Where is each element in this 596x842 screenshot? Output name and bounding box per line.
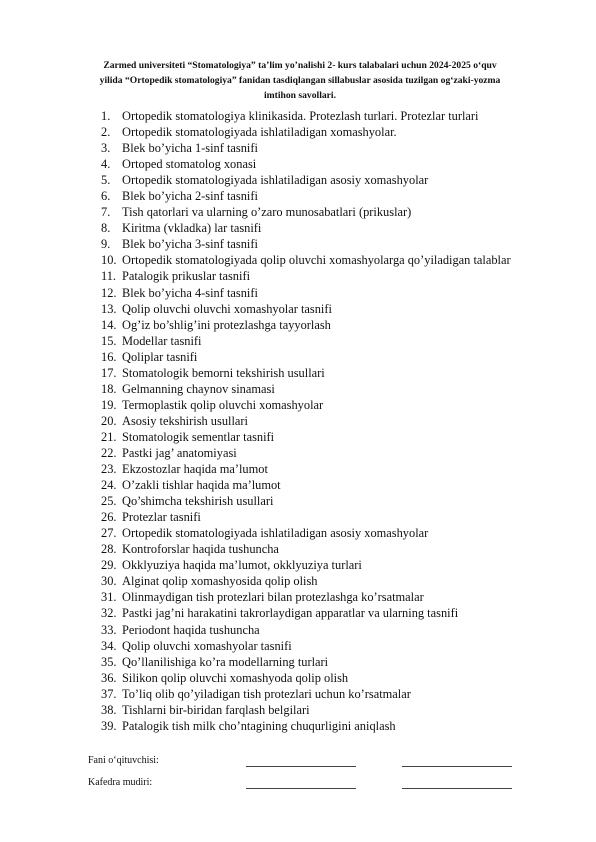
question-number: 22.: [101, 445, 117, 460]
question-item: [101, 686, 541, 702]
question-item: [101, 477, 541, 493]
question-item: [101, 156, 541, 172]
question-text: Pastki jag’ni harakatini takrorlaydigan apparatlar va ularning tasnifi: [122, 606, 459, 621]
question-number: 29.: [101, 558, 117, 573]
question-text: Silikon qolip oluvchi xomashyoda qolip olish: [122, 670, 349, 685]
question-number: 16.: [101, 349, 117, 364]
question-text: Qolip oluvchi xomashyolar tasnifi: [122, 638, 292, 653]
question-item: [101, 557, 541, 573]
question-text: Stomatologik bemorni tekshirish usullari: [122, 365, 325, 380]
head-signature-row: [88, 777, 528, 793]
question-item: [101, 718, 541, 734]
question-text: Blek bo’yicha 1-sinf tasnifi: [122, 141, 258, 156]
question-item: [101, 108, 541, 124]
head-name-line: [402, 777, 512, 789]
teacher-label: Fani o‘qituvchisi:: [88, 755, 159, 766]
question-number: 28.: [101, 542, 117, 557]
question-item: [101, 429, 541, 445]
question-number: 17.: [101, 365, 117, 380]
question-text: Og’iz bo’shlig’ini protezlashga tayyorlash: [122, 317, 331, 332]
question-number: 26.: [101, 510, 117, 525]
question-number: 36.: [101, 670, 117, 685]
teacher-signature-line: [246, 755, 356, 767]
question-item: [101, 236, 541, 252]
question-item: [101, 140, 541, 156]
question-item: [101, 188, 541, 204]
question-item: [101, 285, 541, 301]
question-text: Blek bo’yicha 4-sinf tasnifi: [122, 285, 258, 300]
question-item: [101, 541, 541, 557]
question-item: [101, 493, 541, 509]
question-item: [101, 381, 541, 397]
question-text: Ortoped stomatolog xonasi: [122, 157, 257, 172]
question-number: 3.: [101, 141, 111, 156]
question-item: [101, 365, 541, 381]
question-number: 1.: [101, 109, 111, 123]
question-text: Qo’llanilishiga ko’ra modellarning turlari: [122, 654, 329, 669]
question-number: 21.: [101, 429, 117, 444]
question-number: 32.: [101, 606, 117, 621]
question-number: 15.: [101, 333, 117, 348]
question-item: [101, 573, 541, 589]
question-text: Ortopedik stomatologiyada ishlatiladigan xomashyolar.: [122, 125, 397, 140]
question-text: Termoplastik qolip oluvchi xomashyolar: [122, 397, 324, 412]
question-text: Pastki jag’ anatomiyasi: [122, 445, 237, 460]
question-item: [101, 622, 541, 638]
question-item: [101, 397, 541, 413]
question-item: [101, 268, 541, 284]
question-item: [101, 445, 541, 461]
question-number: 23.: [101, 462, 117, 477]
question-item: [101, 670, 541, 686]
question-number: 8.: [101, 221, 111, 236]
question-number: 10.: [101, 253, 117, 268]
question-number: 25.: [101, 494, 117, 509]
head-label: Kafedra mudiri:: [88, 777, 153, 788]
question-text: O’zakli tishlar haqida ma’lumot: [122, 478, 281, 493]
question-item: [101, 509, 541, 525]
question-item: [101, 589, 541, 605]
teacher-name-line: [402, 755, 512, 767]
question-text: Kiritma (vkladka) lar tasnifi: [122, 221, 262, 236]
question-number: 5.: [101, 173, 111, 188]
question-item: [101, 252, 541, 268]
question-number: 19.: [101, 397, 117, 412]
question-item: [101, 525, 541, 541]
question-text: To’liq olib qo’yiladigan tish protezlari uchun ko’rsatmalar: [122, 686, 411, 701]
question-number: 30.: [101, 574, 117, 589]
question-item: [101, 605, 541, 621]
question-number: 35.: [101, 654, 117, 669]
question-number: 37.: [101, 686, 117, 701]
question-text: Tishlarni bir-biridan farqlash belgilari: [122, 702, 310, 717]
question-text: Olinmaydigan tish protezlari bilan protezlashga ko’rsatmalar: [122, 590, 424, 605]
question-number: 31.: [101, 590, 117, 605]
question-item: [101, 204, 541, 220]
question-number: 27.: [101, 526, 117, 541]
question-text: Ortopedik stomatologiyada ishlatiladigan asosiy xomashyolar: [122, 173, 429, 188]
question-text: Patalogik tish milk cho’ntagining chuqurligini aniqlash: [122, 718, 396, 733]
question-text: Protezlar tasnifi: [122, 510, 201, 525]
question-number: 38.: [101, 702, 117, 717]
head-signature-line: [246, 777, 356, 789]
question-text: Stomatologik sementlar tasnifi: [122, 429, 275, 444]
question-text: Okklyuziya haqida ma’lumot, okklyuziya turlari: [122, 558, 362, 573]
question-text: Modellar tasnifi: [122, 333, 202, 348]
question-item: [101, 317, 541, 333]
question-text: Tish qatorlari va ularning o’zaro munosabatlari (prikuslar): [122, 205, 412, 220]
teacher-signature-row: [88, 755, 528, 771]
question-text: Qo’shimcha tekshirish usullari: [122, 494, 274, 509]
question-item: [101, 349, 541, 365]
question-item: [101, 333, 541, 349]
question-item: [101, 172, 541, 188]
question-item: [101, 702, 541, 718]
question-text: Alginat qolip xomashyosida qolip olish: [122, 574, 318, 589]
question-text: Asosiy tekshirish usullari: [122, 413, 248, 428]
question-text: Ortopedik stomatologiyada qolip oluvchi xomashyolarga qo’yiladigan talablar: [122, 253, 511, 268]
question-number: 2.: [101, 125, 111, 140]
question-item: [101, 301, 541, 317]
header-line-3: imtihon savollari.: [264, 90, 336, 101]
question-number: 34.: [101, 638, 117, 653]
question-number: 11.: [101, 269, 117, 284]
question-number: 7.: [101, 205, 111, 220]
question-text: Qolip oluvchi oluvchi xomashyolar tasnifi: [122, 301, 332, 316]
question-list: [101, 108, 541, 734]
question-item: [101, 413, 541, 429]
question-item: [101, 461, 541, 477]
question-number: 39.: [101, 718, 117, 733]
question-item: [101, 220, 541, 236]
question-text: Gelmanning chaynov sinamasi: [122, 381, 275, 396]
question-text: Periodont haqida tushuncha: [122, 622, 260, 637]
question-text: Qoliplar tasnifi: [122, 349, 198, 364]
question-number: 24.: [101, 478, 117, 493]
header-line-1: Zarmed universiteti “Stomatologiya” ta’lim yo’nalishi 2- kurs talabalari uchun 2024-2025 o‘quv: [103, 60, 497, 71]
question-number: 14.: [101, 317, 117, 332]
question-number: 33.: [101, 622, 117, 637]
question-number: 18.: [101, 381, 117, 396]
question-item: [101, 654, 541, 670]
question-text: Ekzostozlar haqida ma’lumot: [122, 462, 268, 477]
question-text: Blek bo’yicha 3-sinf tasnifi: [122, 237, 258, 252]
question-number: 4.: [101, 157, 111, 172]
document-header: [80, 58, 520, 103]
question-text: Patalogik prikuslar tasnifi: [122, 269, 251, 284]
question-text: Ortopedik stomatologiyada ishlatiladigan asosiy xomashyolar: [122, 526, 429, 541]
question-number: 6.: [101, 189, 111, 204]
header-line-2: yilida “Ortopedik stomatologiya” fanidan tasdiqlangan sillabuslar asosida tuzilgan og‘zaki-yozma: [99, 75, 501, 86]
question-text: Ortopedik stomatologiya klinikasida. Protezlash turlari. Protezlar turlari: [122, 109, 479, 123]
question-number: 9.: [101, 237, 111, 252]
question-text: Kontroforslar haqida tushuncha: [122, 542, 279, 557]
question-text: Blek bo’yicha 2-sinf tasnifi: [122, 189, 258, 204]
question-item: [101, 638, 541, 654]
question-number: 12.: [101, 285, 117, 300]
question-item: [101, 124, 541, 140]
question-number: 20.: [101, 413, 117, 428]
question-number: 13.: [101, 301, 117, 316]
